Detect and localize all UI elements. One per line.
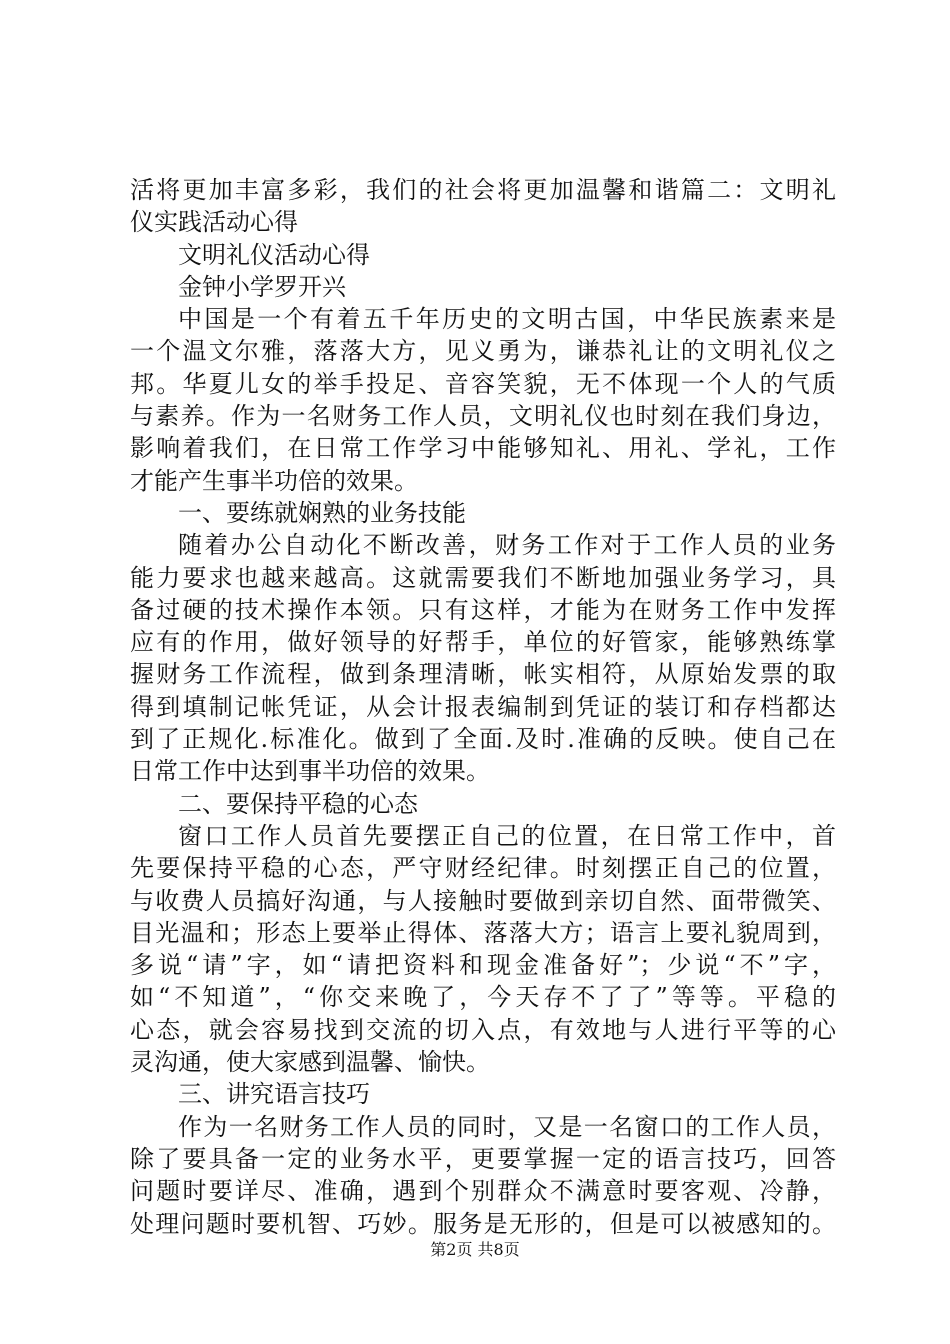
text-line: 心态，就会容易找到交流的切入点，有效地与人进行平等的心: [130, 1015, 836, 1044]
text-line: 多说“请”字，如“请把资料和现金准备好”；少说“不”字，: [130, 951, 836, 980]
text-line: 作为一名财务工作人员的同时，又是一名窗口的工作人员，: [178, 1112, 836, 1141]
text-line: 才能产生事半功倍的效果。: [130, 466, 418, 495]
document-body: [130, 174, 836, 1240]
text-line: 应有的作用，做好领导的好帮手，单位的好管家，能够熟练掌: [130, 628, 836, 657]
text-line: 邦。华夏儿女的举手投足、音容笑貌，无不体现一个人的气质: [130, 369, 836, 398]
text-line: 灵沟通，使大家感到温馨、愉快。: [130, 1048, 490, 1077]
text-line: 目光温和；形态上要举止得体、落落大方；语言上要礼貌周到，: [130, 918, 836, 947]
text-line: 除了要具备一定的业务水平，更要掌握一定的语言技巧，回答: [130, 1144, 836, 1173]
text-line: 得到填制记帐凭证，从会计报表编制到凭证的装订和存档都达: [130, 692, 836, 721]
text-line: 二、要保持平稳的心态: [178, 789, 418, 818]
text-line: 中国是一个有着五千年历史的文明古国，中华民族素来是: [178, 305, 836, 334]
text-line: 与收费人员搞好沟通，与人接触时要做到亲切自然、面带微笑、: [130, 886, 836, 915]
page-footer: 第2页 共8页: [430, 1240, 520, 1259]
text-line: 与素养。作为一名财务工作人员，文明礼仪也时刻在我们身边，: [130, 402, 836, 431]
text-line: 问题时要详尽、准确，遇到个别群众不满意时要客观、冷静，: [130, 1177, 836, 1206]
text-line: 日常工作中达到事半功倍的效果。: [130, 757, 490, 786]
text-line: 如“不知道”，“你交来晚了，今天存不了了”等等。平稳的: [130, 983, 836, 1012]
text-line: 握财务工作流程，做到条理清晰，帐实相符，从原始发票的取: [130, 660, 836, 689]
text-line: 到了正规化.标准化。做到了全面.及时.准确的反映。使自己在: [130, 725, 836, 754]
text-line: 窗口工作人员首先要摆正自己的位置，在日常工作中，首: [178, 821, 836, 850]
text-line: 影响着我们，在日常工作学习中能够知礼、用礼、学礼，工作: [130, 434, 836, 463]
text-line: 备过硬的技术操作本领。只有这样，才能为在财务工作中发挥: [130, 595, 836, 624]
text-line: 文明礼仪活动心得: [178, 240, 370, 269]
text-line: 活将更加丰富多彩，我们的社会将更加温馨和谐篇二：文明礼: [130, 176, 836, 204]
text-line: 仪实践活动心得: [130, 208, 298, 237]
text-line: 能力要求也越来越高。这就需要我们不断地加强业务学习，具: [130, 563, 836, 592]
text-line: 金钟小学罗开兴: [178, 272, 346, 301]
text-line: 三、讲究语言技巧: [178, 1080, 370, 1109]
text-line: 处理问题时要机智、巧妙。服务是无形的，但是可以被感知的。: [130, 1209, 836, 1238]
text-line: 随着办公自动化不断改善，财务工作对于工作人员的业务: [178, 531, 836, 560]
text-line: 一个温文尔雅，落落大方，见义勇为，谦恭礼让的文明礼仪之: [130, 337, 836, 366]
text-line: 先要保持平稳的心态，严守财经纪律。时刻摆正自己的位置，: [130, 854, 836, 883]
text-line: 一、要练就娴熟的业务技能: [178, 498, 466, 527]
